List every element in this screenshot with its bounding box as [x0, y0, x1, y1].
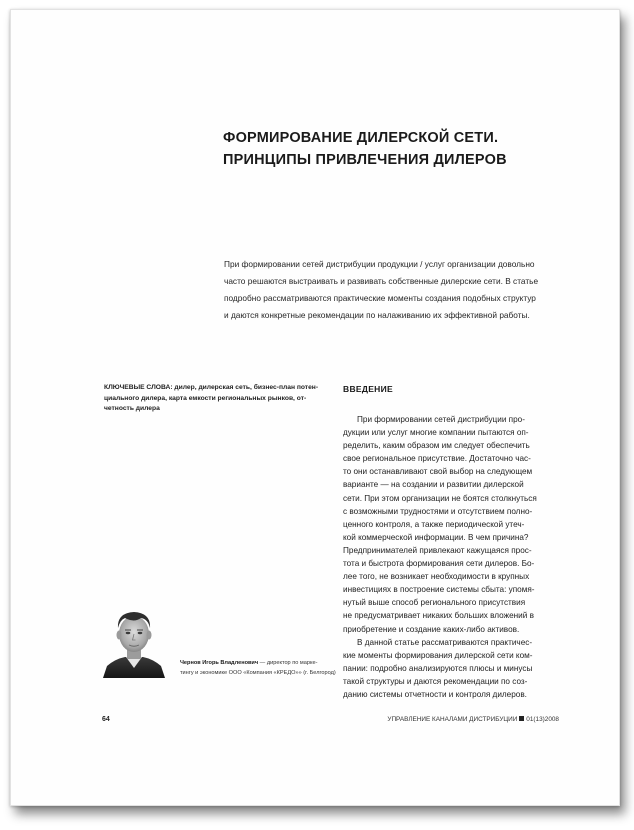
- lead-line: и даются конкретные рекомендации по налаживанию их эффективной работы.: [224, 310, 530, 320]
- body-line: В данной статье рассматриваются практичес-: [357, 637, 533, 647]
- author-caption: [180, 659, 336, 678]
- article-body: [343, 413, 537, 701]
- article-title: [223, 127, 507, 171]
- body-line: не предусматривает никаких больших вложений в: [343, 611, 534, 621]
- lead-line: часто решаются выстраивать и развивать собственные дилерские сети. В статье: [224, 276, 539, 286]
- author-photo: [101, 604, 167, 678]
- article-title-line-1: ФОРМИРОВАНИЕ ДИЛЕРСКОЙ СЕТИ.: [223, 130, 499, 146]
- body-line: пании: подробно анализируются плюсы и минусы: [343, 663, 533, 673]
- author-caption-line-2: тингу и экономике ООО «Компания «КРЕДО»» (г. Белгород): [180, 669, 336, 676]
- body-line: варианте — на создании и развитии дилерской: [343, 480, 524, 490]
- keywords-line: КЛЮЧЕВЫЕ СЛОВА: дилер, дилерская сеть, бизнес-план потен-: [104, 384, 319, 391]
- body-line: кие моменты формирования дилерской сети ком-: [343, 650, 533, 660]
- body-line: с возможными трудностями и отсутствием полно-: [343, 506, 533, 516]
- body-line: то они останавливают свой выбор на следующем: [343, 467, 533, 477]
- body-line: нутый выше способ регионального присутствия: [343, 598, 526, 608]
- section-heading-introduction: ВВЕДЕНИЕ: [343, 384, 393, 394]
- magazine-page: [10, 9, 620, 806]
- journal-name: УПРАВЛЕНИЕ КАНАЛАМИ ДИСТРИБУЦИИ: [387, 716, 518, 723]
- author-name: Чернов Игорь Владленович: [180, 660, 259, 666]
- lead-line: При формировании сетей дистрибуции продукции / услуг организации довольно: [224, 259, 535, 269]
- page-number: 64: [102, 716, 110, 723]
- body-line: кой коммерческой информации. В чем причина?: [343, 532, 529, 542]
- body-line: такой структуры и даются рекомендации по соз-: [343, 676, 528, 686]
- body-line: данию системы отчетности и контроля дилеров.: [343, 689, 527, 699]
- body-line: приобретение и создание каких-либо активов.: [343, 624, 520, 634]
- article-lead: [224, 256, 538, 324]
- body-line: ценного контроля, а также периодической утеч-: [343, 519, 525, 529]
- author-role: — директор по марке-: [258, 660, 318, 666]
- body-line: свое региональное присутствие. Достаточно час-: [343, 454, 531, 464]
- keywords-block: [104, 383, 318, 415]
- body-line: Предпринимателей привлекают кажущаяся прос-: [343, 545, 532, 555]
- lead-line: подробно рассматриваются практические моменты создания подобных структур: [224, 293, 536, 303]
- keywords-line: циального дилера, карта емкости региональных рынков, от-: [104, 394, 307, 402]
- body-line: тота и быстрота формирования сети дилеров. Бо-: [343, 559, 535, 569]
- issue-number: 01(13)2008: [526, 716, 559, 723]
- square-bullet-icon: [519, 716, 524, 721]
- body-line: сети. При этом организации не боятся столкнуться: [343, 493, 537, 503]
- body-line: При формировании сетей дистрибуции про-: [357, 415, 525, 424]
- body-line: дукции или услуг многие компании пытаются оп-: [343, 428, 529, 438]
- author-caption-line-1: [180, 659, 336, 669]
- article-title-line-2: ПРИНЦИПЫ ПРИВЛЕЧЕНИЯ ДИЛЕРОВ: [223, 152, 507, 168]
- body-line: инвестициях в построение системы сбыта: упомя-: [343, 585, 535, 595]
- keywords-line: четность дилера: [104, 405, 160, 412]
- body-line: ределить, каким образом им следует обеспечить: [343, 441, 530, 451]
- body-line: лее того, не возникает необходимости в крупных: [343, 572, 530, 582]
- journal-footer: [387, 716, 559, 723]
